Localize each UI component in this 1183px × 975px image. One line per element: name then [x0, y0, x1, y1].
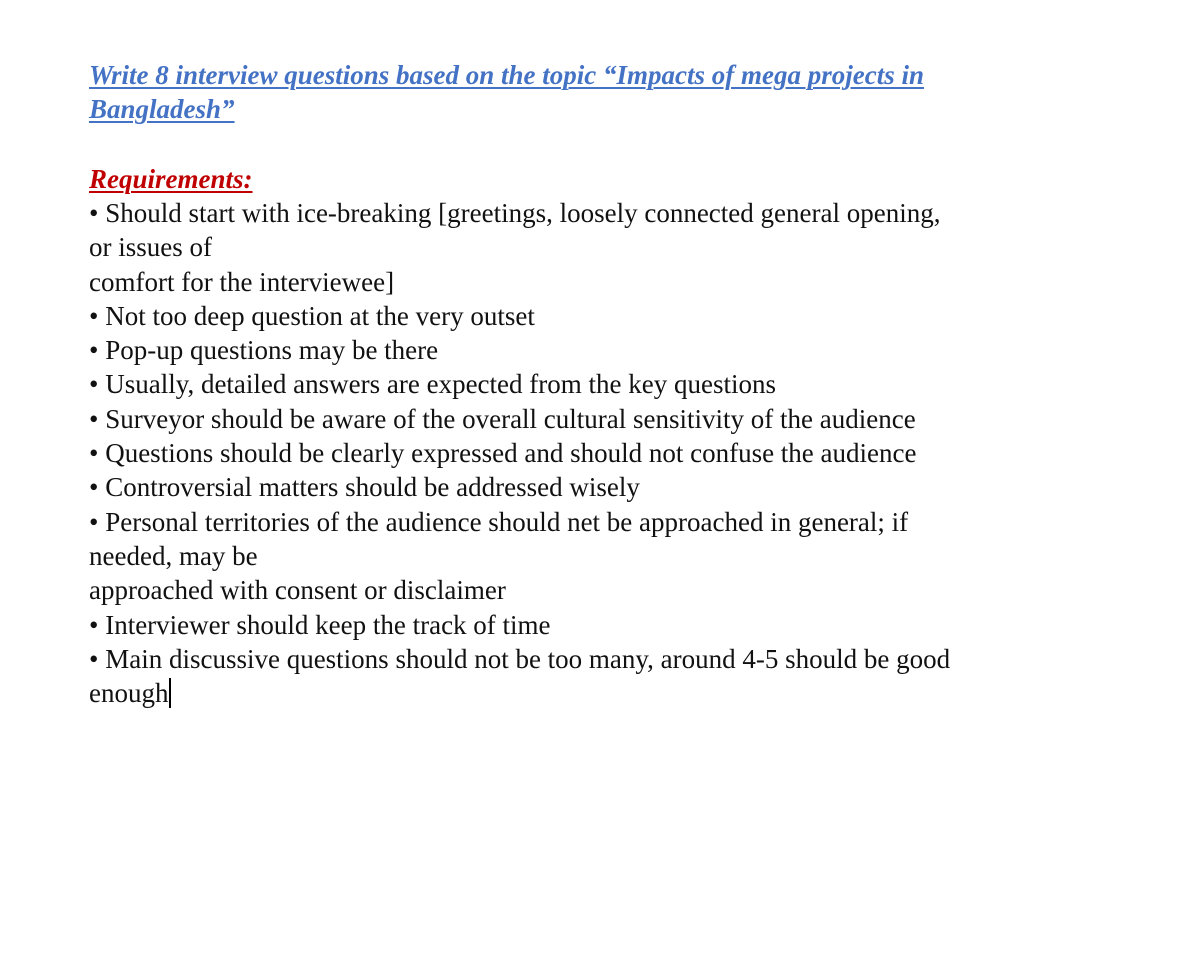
list-item: approached with consent or disclaimer [89, 575, 506, 606]
list-item: • Not too deep question at the very outset [89, 300, 535, 331]
list-item: • Controversial matters should be addressed wisely [89, 472, 640, 503]
list-item: • Main discussive questions should not be too many, around 4-5 should be good [89, 643, 951, 674]
list-item: enough [89, 678, 169, 709]
list-item: • Usually, detailed answers are expected from the key questions [89, 369, 776, 400]
list-item: • Questions should be clearly expressed and should not confuse the audience [89, 438, 917, 469]
requirements-list [89, 196, 1089, 710]
blank-line [89, 126, 1089, 162]
list-item: comfort for the interviewee] [89, 266, 395, 297]
list-item: • Surveyor should be aware of the overall cultural sensitivity of the audience [89, 403, 916, 434]
list-item: needed, may be [89, 540, 258, 571]
list-item: • Personal territories of the audience should net be approached in general; if [89, 506, 909, 537]
title-line-1: Write 8 interview questions based on the topic “Impacts of mega projects in [89, 60, 924, 90]
list-item: • Should start with ice-breaking [greetings, loosely connected general opening, [89, 198, 941, 228]
document-title [89, 58, 1089, 126]
list-item: • Interviewer should keep the track of time [89, 609, 551, 640]
document-page[interactable] [89, 58, 1089, 710]
list-item: or issues of [89, 232, 212, 263]
requirements-heading: Requirements: [89, 164, 253, 194]
last-line [89, 676, 1089, 710]
title-line-2: Bangladesh” [89, 94, 235, 124]
text-cursor [169, 678, 171, 708]
list-item: • Pop-up questions may be there [89, 335, 439, 366]
